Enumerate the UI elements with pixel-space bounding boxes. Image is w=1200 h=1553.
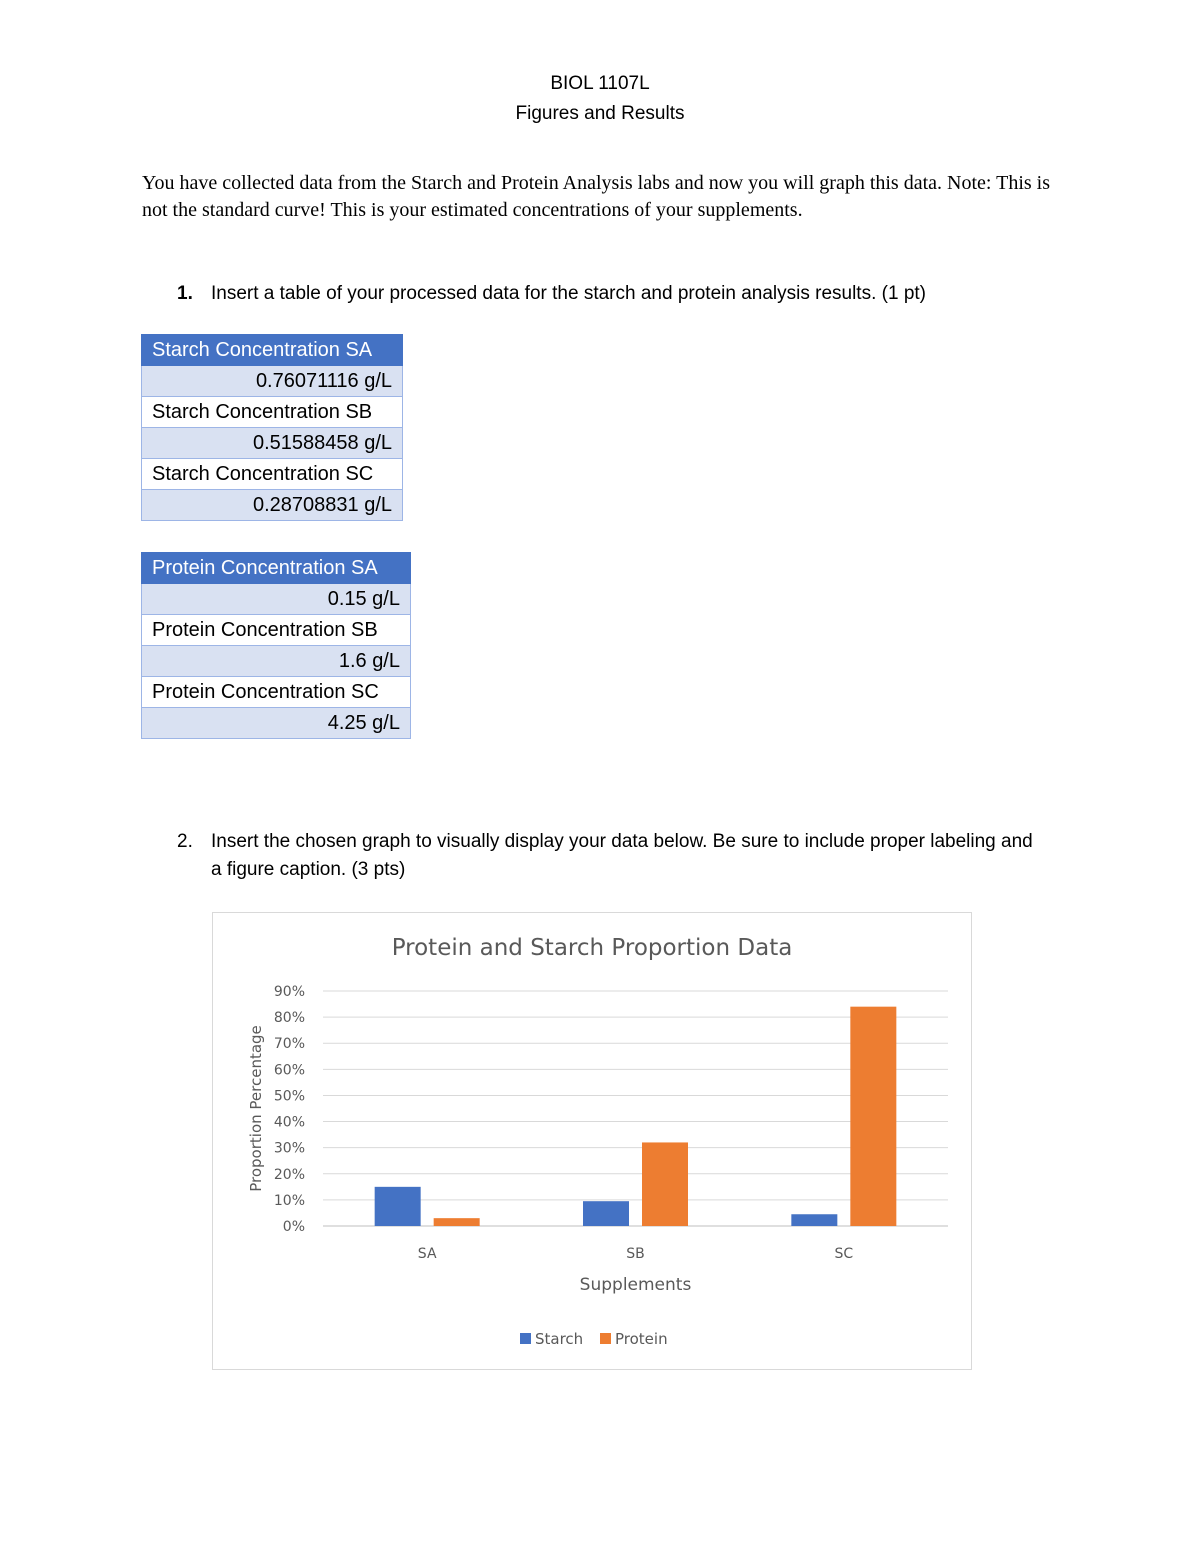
bar-protein-sc bbox=[850, 1007, 896, 1226]
bar-starch-sa bbox=[375, 1187, 421, 1226]
question-text: Insert a table of your processed data for the starch and protein analysis results. (1 pt) bbox=[211, 283, 926, 304]
y-axis-label: Proportion Percentage bbox=[247, 1025, 265, 1192]
x-tick-label: SA bbox=[417, 1246, 437, 1262]
table-cell: Starch Concentration SA bbox=[142, 335, 403, 366]
protein-concentration-table bbox=[141, 552, 411, 739]
x-tick-label: SB bbox=[626, 1246, 645, 1262]
y-tick-label: 60% bbox=[273, 1062, 305, 1079]
bar-protein-sa bbox=[434, 1218, 480, 1226]
y-tick-label: 70% bbox=[273, 1036, 305, 1053]
legend-swatch-starch bbox=[520, 1333, 531, 1344]
table-cell: Starch Concentration SB bbox=[142, 397, 403, 428]
question-number: 2. bbox=[177, 831, 193, 852]
table-cell: 0.15 g/L bbox=[142, 584, 411, 615]
y-tick-label: 40% bbox=[273, 1114, 305, 1131]
y-tick-label: 10% bbox=[273, 1192, 305, 1209]
starch-concentration-table bbox=[141, 334, 403, 521]
table-cell: Protein Concentration SA bbox=[142, 553, 411, 584]
y-tick-label: 50% bbox=[273, 1088, 305, 1105]
question-number: 1. bbox=[177, 283, 193, 304]
table-cell: 0.51588458 g/L bbox=[142, 428, 403, 459]
table-cell: Protein Concentration SC bbox=[142, 677, 411, 708]
chart-container bbox=[212, 912, 972, 1370]
table-cell: Starch Concentration SC bbox=[142, 459, 403, 490]
y-tick-label: 90% bbox=[273, 984, 305, 1000]
y-tick-label: 80% bbox=[273, 1010, 305, 1027]
bar-starch-sb bbox=[583, 1201, 629, 1226]
legend-label-starch: Starch bbox=[535, 1330, 584, 1348]
question-text: Insert the chosen graph to visually display your data below. Be sure to include proper labeling and a figure caption. (3 pts) bbox=[211, 831, 1033, 880]
table-cell: 4.25 g/L bbox=[142, 708, 411, 739]
y-tick-label: 30% bbox=[273, 1140, 305, 1157]
document-subtitle: Figures and Results bbox=[515, 103, 685, 124]
y-tick-label: 20% bbox=[273, 1166, 305, 1183]
chart-title: Protein and Starch Proportion Data bbox=[391, 935, 793, 961]
legend-label-protein: Protein bbox=[615, 1330, 668, 1348]
bar-protein-sb bbox=[642, 1142, 688, 1226]
document-title: BIOL 1107L bbox=[550, 73, 650, 94]
y-tick-label: 0% bbox=[282, 1219, 305, 1235]
table-cell: Protein Concentration SB bbox=[142, 615, 411, 646]
x-tick-label: SC bbox=[834, 1246, 854, 1262]
bar-starch-sc bbox=[791, 1214, 837, 1226]
bar-chart bbox=[213, 913, 971, 1369]
intro-paragraph: You have collected data from the Starch and Protein Analysis labs and now you will graph this data. Note: This is not the standard curve! This is your estimated concentrations of your supplements. bbox=[142, 172, 1050, 221]
table-cell: 0.76071116 g/L bbox=[142, 366, 403, 397]
table-cell: 0.28708831 g/L bbox=[142, 490, 403, 521]
legend-swatch-protein bbox=[600, 1333, 611, 1344]
table-cell: 1.6 g/L bbox=[142, 646, 411, 677]
x-axis-label: Supplements bbox=[579, 1275, 692, 1295]
